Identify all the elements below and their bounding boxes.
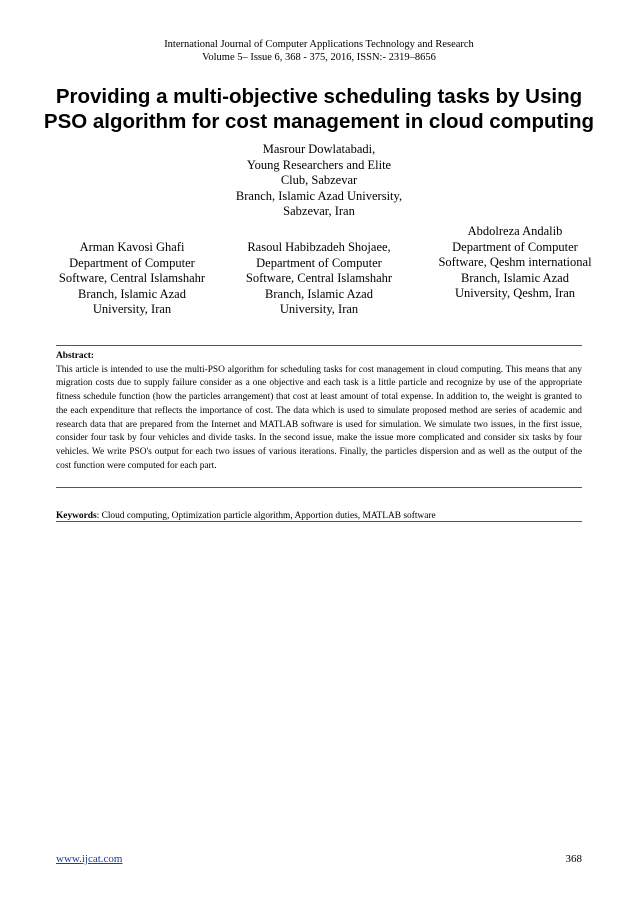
- author-line: Department of Computer: [256, 255, 382, 270]
- author-block-center: [219, 142, 419, 220]
- author-line: Department of Computer: [452, 239, 578, 254]
- keywords-text: Cloud computing, Optimization particle algorithm, Apportion duties, MATLAB software: [101, 511, 436, 521]
- journal-name: International Journal of Computer Applications Technology and Research: [164, 39, 474, 50]
- journal-volume: Volume 5– Issue 6, 368 - 375, 2016, ISSN:- 2319–8656: [202, 52, 436, 63]
- author-block-left: [40, 240, 224, 318]
- keywords-heading: Keywords: [56, 511, 97, 521]
- author-line: Department of Computer: [69, 255, 195, 270]
- author-line: Masrour Dowlatabadi,: [262, 142, 376, 156]
- author-line: Branch, Islamic Azad University,: [235, 188, 403, 203]
- author-line: Branch, Islamic Azad: [78, 286, 186, 301]
- author-line: Young Researchers and Elite: [246, 157, 392, 172]
- author-line: University, Iran: [279, 302, 359, 316]
- author-line: Software, Central Islamshahr: [58, 271, 206, 285]
- abstract-top-divider: [56, 345, 582, 346]
- author-line: University, Iran: [92, 302, 172, 316]
- keywords-section: Keywords: Cloud computing, Optimization particle algorithm, Apportion duties, MATLAB software: [56, 511, 436, 521]
- paper-title-line-1: Providing a multi-objective scheduling tasks by Using: [55, 85, 583, 108]
- abstract-bottom-divider: [56, 487, 582, 488]
- abstract-heading: Abstract: [56, 351, 91, 361]
- author-line: Branch, Islamic Azad: [461, 270, 569, 285]
- author-line: Sabzevar, Iran: [283, 204, 355, 218]
- author-line: University, Qeshm, Iran: [455, 286, 575, 300]
- author-block-middle: [219, 240, 419, 318]
- journal-website-link[interactable]: www.ijcat.com: [56, 853, 123, 865]
- abstract-section: Abstract: This article is intended to use the multi-PSO algorithm for scheduling tasks for cost management in cloud computing. This means that any migration costs due to supply failure consider as a one objective and each task is a little particle and recognize by use of the appropriate fitness schedule function (how the particles arrangement) that cost at least amount of total expense. In addition to, the weight is granted to the each expenditure that reflects the importance of cost. The data which is used to simulate proposed method are series of academic and research data that are prepared from the Internet and MATLAB software is used for simulation. We simulate two issues, in the first issue, consider four task by four vehicles and divide tasks. In the second issue, make the issue more complicated and consider six tasks by four vehicles. We write PSO's output for each two issues of various iterations. Finally, the particles dispersion and as well as the output of the cost function were computed for each part.: [56, 350, 582, 473]
- paper-title-line-2: PSO algorithm for cost management in cloud computing: [43, 110, 595, 133]
- author-line: Rasoul Habibzadeh Shojaee,: [247, 240, 391, 254]
- keywords-divider: [56, 521, 582, 522]
- author-line: Abdolreza Andalib: [467, 224, 563, 238]
- abstract-text: This article is intended to use the multi-PSO algorithm for scheduling tasks for cost management in cloud computing. This means that any migration costs due to supply failure consider as a one objective and each task is a little particle and recognize by use of the appropriate fitness schedule function (how the particles arrangement) that cost at least amount of total expense. In addition to, the weight is granted to the each expenditure that reflects the importance of cost. The data which is used to simulate proposed method are series of academic and research data that are prepared from the Internet and MATLAB software is used for simulation. We simulate two issues, in the first issue, consider four task by four vehicles and divide tasks. In the second issue, make the issue more complicated and consider six tasks by four vehicles. We write PSO's output for each two issues of various iterations. Finally, the particles dispersion and as well as the output of the cost function were computed for each part.: [56, 364, 582, 471]
- author-line: Club, Sabzevar: [280, 173, 358, 187]
- paper-title: [40, 84, 598, 134]
- author-line: Branch, Islamic Azad: [265, 286, 373, 301]
- author-line: Software, Central Islamshahr: [245, 271, 393, 285]
- journal-header: [0, 38, 638, 64]
- author-line: Software, Qeshm international: [438, 255, 592, 269]
- author-line: Arman Kavosi Ghafi: [79, 240, 185, 254]
- page-number: 368: [565, 853, 582, 865]
- author-block-right: [424, 224, 606, 302]
